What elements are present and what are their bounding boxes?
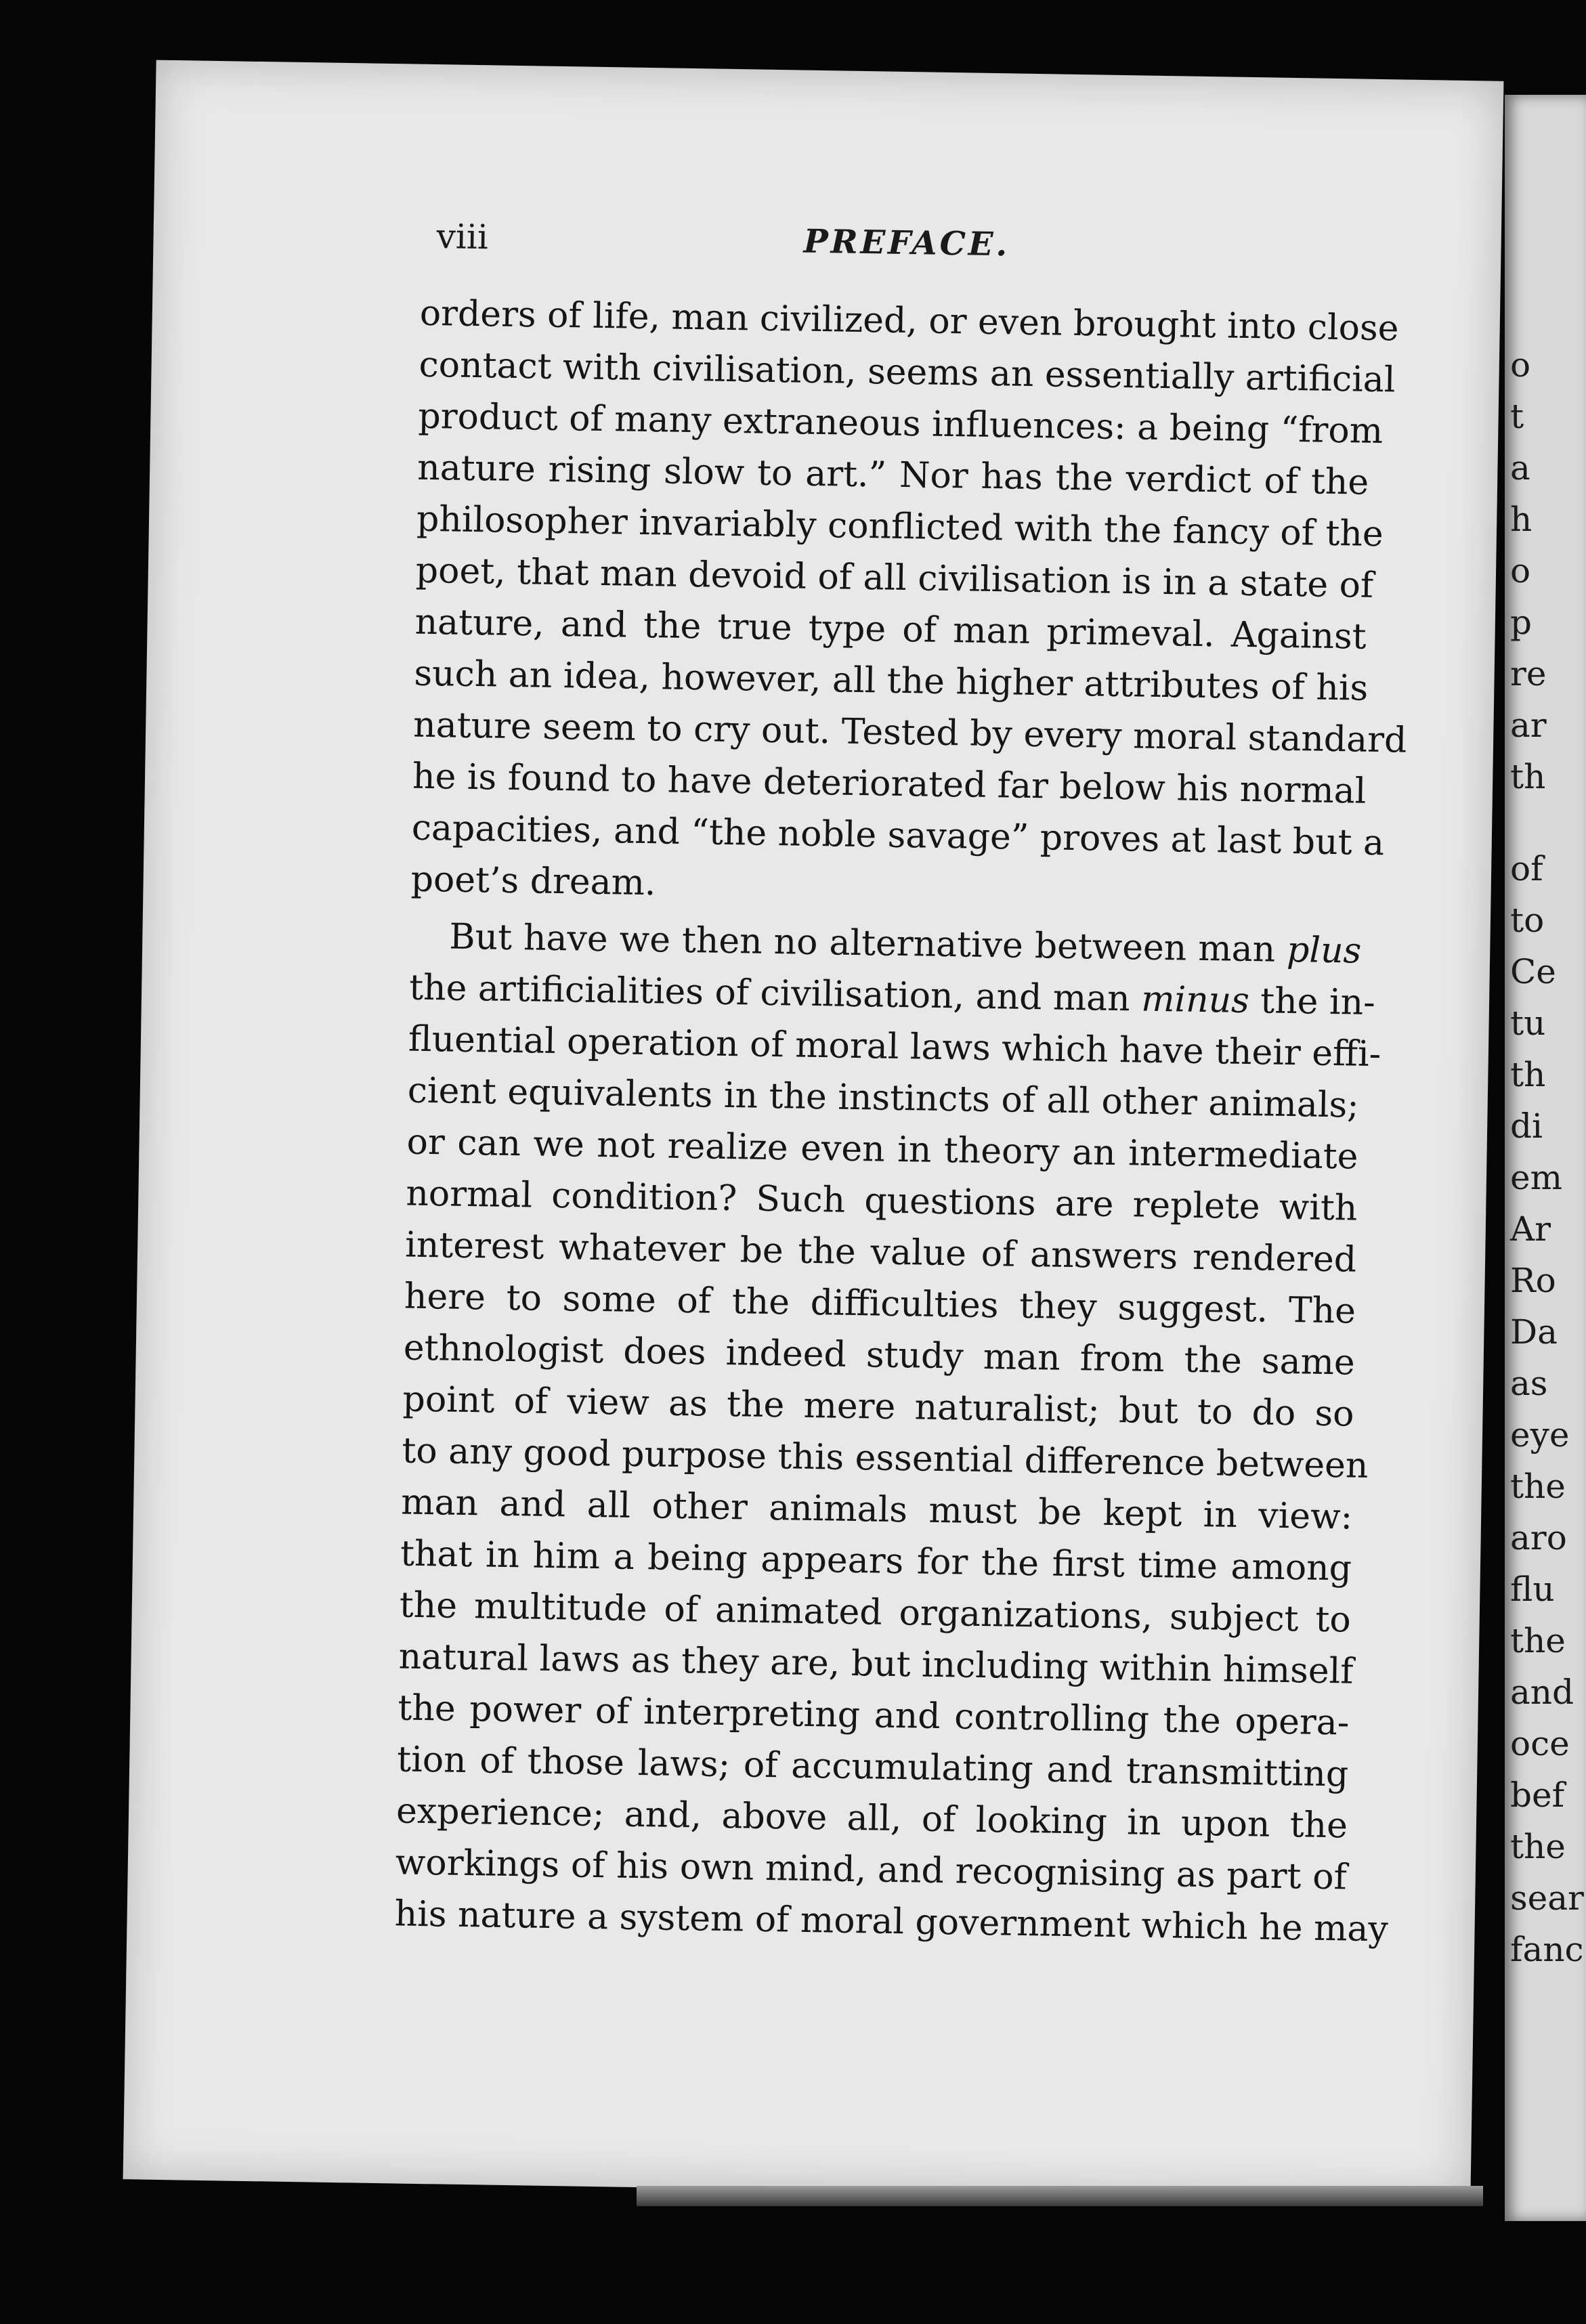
- paragraph-2: [394, 911, 1389, 1955]
- text-line: here to some of the difficulties they suggest. The: [404, 1276, 1356, 1332]
- body-text: [394, 288, 1407, 1955]
- adjacent-page-fragment: bef: [1510, 1776, 1565, 1815]
- text-line: contact with civilisation, seems an essentially artificial: [419, 344, 1396, 401]
- adjacent-page-fragment: a: [1510, 448, 1530, 488]
- adjacent-page-fragment: oce: [1510, 1724, 1570, 1763]
- text-line: tion of those laws; of accumulating and transmitting: [396, 1739, 1349, 1795]
- text-line: nature rising slow to art.” Nor has the verdict of the: [416, 447, 1369, 503]
- adjacent-page-fragment: aro: [1510, 1518, 1567, 1557]
- paragraph-1: [410, 288, 1407, 920]
- text-line: experience; and, above all, of looking in upon the: [395, 1790, 1348, 1847]
- text-line: poet’s dream.: [410, 859, 656, 904]
- text-line: But have we then no alternative between man plus: [448, 916, 1362, 972]
- text-line: he is found to have deteriorated far below his normal: [412, 756, 1367, 812]
- adjacent-page-fragment: of: [1510, 849, 1543, 888]
- text-line: the multitude of animated organizations, subject to: [399, 1585, 1352, 1641]
- text-line: nature, and the true type of man primeval. Against: [414, 601, 1367, 658]
- text-line: point of view as the mere naturalist; but to do so: [402, 1379, 1354, 1435]
- adjacent-page-fragment: the: [1510, 1621, 1566, 1660]
- text-line: interest whatever be the value of answers rendered: [404, 1224, 1357, 1281]
- page-header: [153, 213, 1501, 281]
- text-line: man and all other animals must be kept in view:: [400, 1482, 1353, 1538]
- adjacent-page-sliver: [1505, 95, 1586, 2221]
- adjacent-page-fragment: Da: [1510, 1312, 1558, 1352]
- italic-minus: minus: [1140, 978, 1250, 1022]
- adjacent-page-fragment: eye: [1510, 1415, 1570, 1455]
- text-line: product of many extraneous influences: a being “from: [418, 395, 1384, 452]
- italic-plus: plus: [1286, 929, 1362, 972]
- text-line: ethnologist does indeed study man from the same: [403, 1327, 1356, 1383]
- page-number: viii: [436, 217, 489, 257]
- text-line: his nature a system of moral government which he may: [394, 1893, 1389, 1950]
- text-line: such an idea, however, all the higher attributes of his: [414, 653, 1369, 709]
- adjacent-page-fragment: t: [1510, 397, 1524, 436]
- adjacent-page-fragment: em: [1510, 1158, 1563, 1197]
- text-line: poet, that man devoid of all civilisation is in a state of: [415, 550, 1374, 606]
- adjacent-page-fragment: re: [1510, 654, 1547, 693]
- adjacent-page-fragment: p: [1510, 603, 1533, 642]
- adjacent-page-fragment: Ce: [1510, 952, 1556, 991]
- adjacent-page-fragment: flu: [1510, 1570, 1555, 1609]
- text-line: cient equivalents in the instincts of all other animals;: [407, 1070, 1360, 1126]
- adjacent-page-fragment: ar: [1510, 706, 1547, 745]
- text-line: capacities, and “the noble savage” proves at last but a: [411, 807, 1385, 864]
- adjacent-page-fragment: Ar: [1510, 1209, 1551, 1249]
- text-line: philosopher invariably conflicted with the fancy of the: [416, 498, 1384, 555]
- adjacent-page-fragment: di: [1510, 1106, 1543, 1146]
- text-line: orders of life, man civilized, or even brought into close: [419, 293, 1399, 349]
- adjacent-page-fragment: o: [1510, 345, 1531, 385]
- adjacent-page-fragment: as: [1510, 1364, 1548, 1403]
- text-line: normal condition? Such questions are replete with: [405, 1173, 1358, 1229]
- adjacent-page-fragment: and: [1510, 1673, 1574, 1712]
- text-line: fluential operation of moral laws which have their effi-: [408, 1018, 1381, 1075]
- adjacent-page-fragment: the: [1510, 1467, 1566, 1506]
- adjacent-page-fragment: sear: [1510, 1878, 1584, 1918]
- adjacent-page-fragment: o: [1510, 551, 1531, 590]
- text-line: natural laws as they are, but including within himself: [398, 1636, 1354, 1692]
- adjacent-page-fragment: h: [1510, 500, 1533, 539]
- text-line: the power of interpreting and controlling the opera-: [398, 1687, 1350, 1744]
- adjacent-page-fragment: th: [1510, 757, 1546, 796]
- text-line: workings of his own mind, and recognising as part of: [395, 1842, 1348, 1898]
- adjacent-page-fragment: tu: [1510, 1004, 1546, 1043]
- adjacent-page-fragment: the: [1510, 1827, 1566, 1866]
- text-line: to any good purpose this essential difference between: [402, 1430, 1369, 1486]
- book-page: [123, 60, 1504, 2201]
- text-line: the artificialities of civilisation, and man minus the in-: [408, 967, 1376, 1024]
- text-line: or can we not realize even in theory an intermediate: [406, 1121, 1358, 1178]
- adjacent-page-fragment: to: [1510, 901, 1545, 940]
- page-edge: [637, 2186, 1483, 2206]
- running-head: PREFACE.: [803, 222, 1010, 264]
- adjacent-page-fragment: th: [1510, 1055, 1546, 1094]
- text-line: that in him a being appears for the first time among: [400, 1533, 1352, 1589]
- adjacent-page-fragment: fanc: [1510, 1930, 1584, 1969]
- text-line: nature seem to cry out. Tested by every moral standard: [412, 704, 1407, 761]
- adjacent-page-fragment: Ro: [1510, 1261, 1556, 1300]
